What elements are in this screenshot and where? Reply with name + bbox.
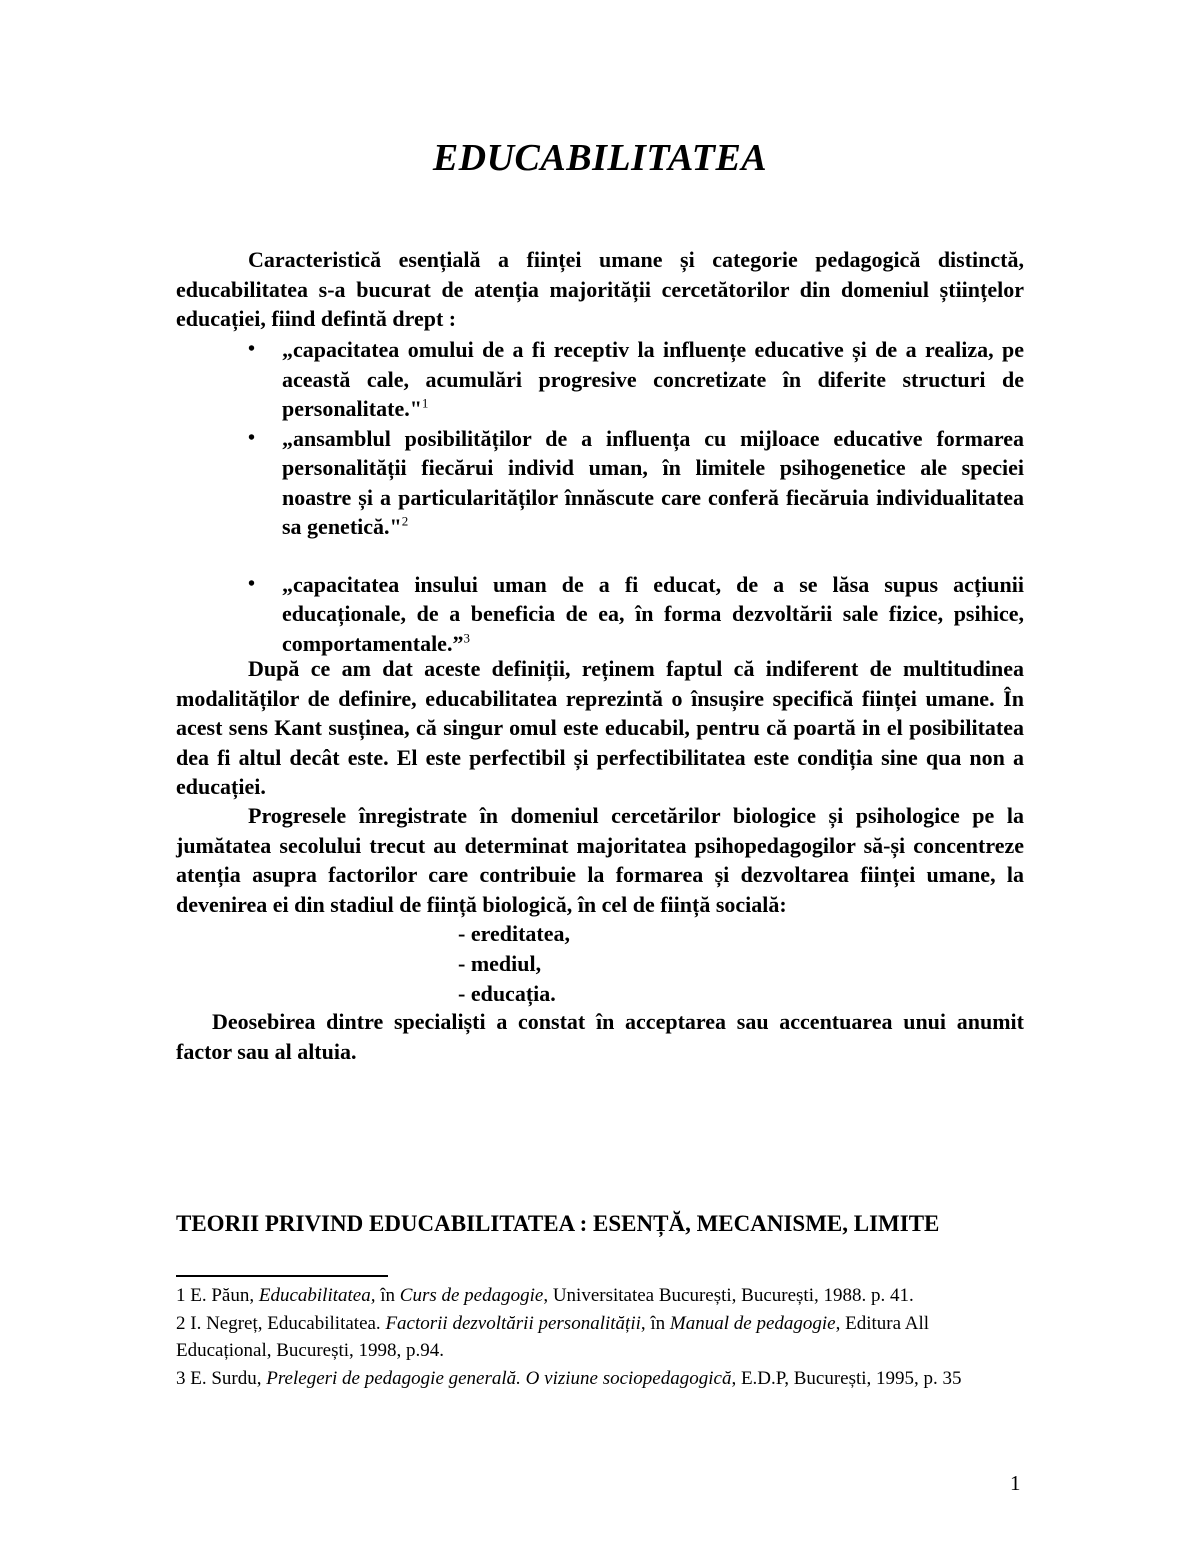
footnote-rest: , E.D.P, București, 1995, p. 35 (731, 1368, 962, 1389)
factors-list (458, 919, 570, 1009)
page-number: 1 (1010, 1471, 1021, 1495)
footnote (176, 1365, 1024, 1392)
intro-paragraph: Caracteristică esențială a ființei umane și categorie pedagogică distinctă, educabilitatea s-a bucurat de atenția majorității cercetătorilor din domeniul științelor educației, fiind defintă drept : (176, 247, 1024, 331)
page-title: EDUCABILITATEA (432, 137, 768, 179)
footnote-ref[interactable]: 3 (463, 630, 470, 646)
footnote-author: E. Păun, (190, 1285, 259, 1306)
footnote-author: I. Negreț, Educabilitatea. (190, 1313, 386, 1334)
definitions-list (176, 335, 1024, 658)
body-paragraph: După ce am dat aceste definiții, reținem faptul că indiferent de multitudinea modalităților de definire, educabilitatea reprezintă o însușire specifică ființei umane. În acest sens Kant susținea, că singur omul este educabil, pentru că poartă in el posibilitatea dea fi altul decât este. El este perfectibil și perfectibilitatea este condiția sine qua non a educației. (176, 656, 1024, 799)
section-heading: TEORII PRIVIND EDUCABILITATEA : ESENȚĂ, MECANISME, LIMITE (176, 1211, 940, 1236)
footnote-ref[interactable]: 1 (421, 395, 429, 411)
footnote (176, 1310, 1024, 1364)
definition-item (176, 335, 1024, 424)
footnote-work: Factorii dezvoltării personalității (385, 1313, 641, 1334)
footnote-number: 2 (176, 1313, 186, 1334)
factor-item: - ereditatea, (458, 921, 570, 946)
definition-text: „capacitatea insului uman de a fi educat, de a se lăsa supus acțiunii educaționale, de a beneficia de ea, în forma dezvoltării sale fizice, psihice, comportamentale.” (282, 571, 1024, 656)
footnote-rest: , Universitatea București, București, 1988. p. 41. (543, 1285, 914, 1306)
bullet-icon: • (248, 426, 256, 449)
footnote-number: 3 (176, 1368, 186, 1389)
bullet-icon: • (248, 338, 256, 360)
body-paragraph: Deosebirea dintre specialiști a constat în acceptarea sau accentuarea unui anumit factor sau al altuia. (176, 1009, 1024, 1064)
footnote-mid: în (375, 1285, 400, 1306)
factor-item: - educația. (458, 981, 556, 1006)
footnotes-list (176, 1282, 1024, 1393)
footnote-rest: , Editura All Educațional, București, 1998, p.94. (176, 1313, 929, 1361)
footnote-number: 1 (176, 1285, 186, 1306)
footnote-work: Educabilitatea, (258, 1285, 376, 1306)
footnote-source: Manual de pedagogie (669, 1313, 836, 1334)
definition-text: „ansamblul posibilităților de a influența cu mijloace educative formarea personalității fiecărui individ uman, în limitele psihogenetice ale speciei noastre și a particularităților înnăscute care conferă fiecăruia individualitatea sa genetică." (282, 425, 1024, 539)
definition-item (176, 570, 1024, 659)
bullet-icon: • (248, 572, 256, 595)
footnote-mid: , în (640, 1313, 670, 1334)
body-paragraph: Progresele înregistrate în domeniul cercetărilor biologice și psihologice pe la jumătatea secolului trecut au determinat majoritatea psihopedagogilor să-și concentreze atenția asupra factorilor care contribuie la formarea și dezvoltarea ființei umane, la devenirea ei din stadiul de ființă biologică, în cel de ființă socială: (176, 803, 1024, 917)
footnote (176, 1282, 1024, 1309)
footnote-work: Prelegeri de pedagogie generală. O viziune sociopedagogică (266, 1368, 732, 1389)
footnote-source: Curs de pedagogie (399, 1285, 544, 1306)
definition-item (176, 424, 1024, 542)
footnote-ref[interactable]: 2 (401, 513, 409, 529)
definition-text: „capacitatea omului de a fi receptiv la influențe educative și de a realiza, pe această cale, acumulări progresive concretizate în diferite structuri de personalitate." (282, 337, 1024, 421)
factor-item: - mediul, (458, 951, 542, 976)
footnote-separator (176, 1275, 388, 1277)
footnote-author: E. Surdu, (190, 1368, 267, 1389)
